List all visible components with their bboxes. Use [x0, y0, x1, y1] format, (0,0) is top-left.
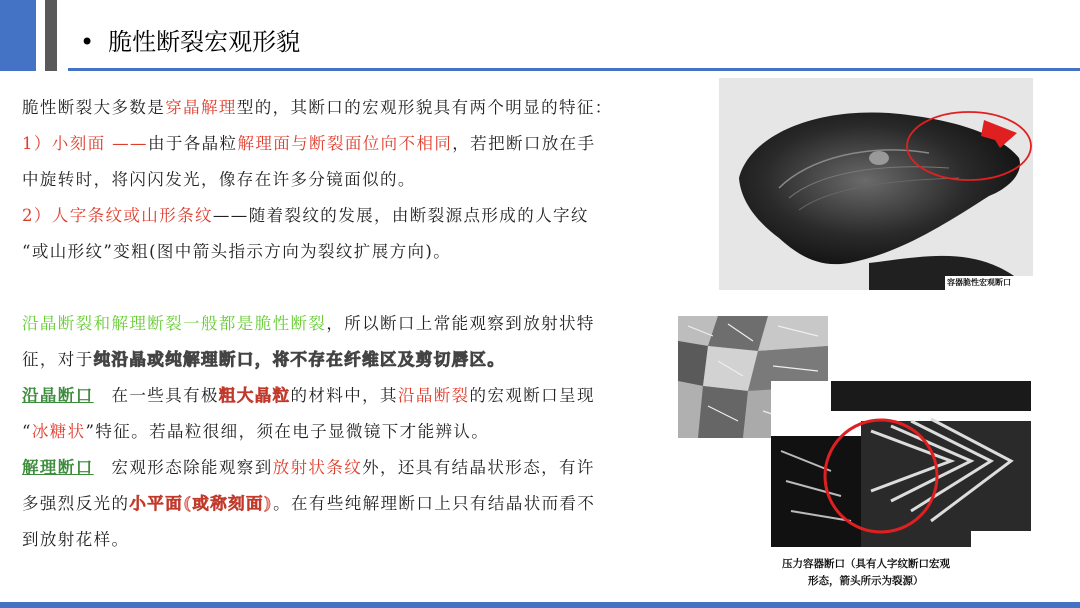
header-accent-blue-bar	[0, 0, 36, 71]
fig3-caption-line2: 形态，箭头所示为裂源）	[808, 575, 924, 587]
vessel-fracture-illustration	[719, 78, 1033, 290]
section2-line6: 多强烈反光的小平面(或称刻面)。在有些纯解理断口上只有结晶状而看不	[22, 494, 596, 513]
title-text: 脆性断裂宏观形貌	[108, 28, 301, 56]
section2-line5: 解理断口 宏观形态除能观察到放射状条纹外，还具有结晶状形态，有许	[22, 458, 595, 477]
section1-line4: 2）人字条纹或山形条纹——随着裂纹的发展，由断裂源点形成的人字纹	[22, 206, 589, 225]
section1-line1: 脆性断裂大多数是穿晶解理型的，其断口的宏观形貌具有两个明显的特征：	[22, 98, 613, 117]
cleavage-label: 解理断口	[22, 458, 94, 477]
chevron-texture	[771, 381, 1031, 547]
section1-line2: 1）小刻面 ——由于各晶粒解理面与断裂面位向不相同，若把断口放在手	[22, 134, 596, 153]
vessel-fracture-photo	[719, 78, 1033, 290]
slide-title	[80, 22, 300, 57]
section1-line3: 中旋转时，将闪闪发光，像存在许多分镜面似的。	[22, 170, 416, 189]
intergranular-label: 沿晶断口	[22, 386, 94, 405]
title-bullet: •	[80, 28, 95, 56]
pressure-vessel-fracture-photo	[771, 381, 1031, 547]
header-rule	[68, 68, 1080, 71]
section2-line7: 到放射花样。	[22, 530, 130, 549]
section2-line1: 沿晶断裂和解理断裂一般都是脆性断裂，所以断口上常能观察到放射状特	[22, 314, 595, 333]
footer-rule	[0, 602, 1080, 608]
header-accent-gray-bar	[45, 0, 57, 71]
section2-line2: 征，对于纯沿晶或纯解理断口，将不存在纤维区及剪切唇区。	[22, 350, 506, 369]
section1-line5: “或山形纹”变粗(图中箭头指示方向为裂纹扩展方向)。	[22, 242, 452, 261]
fig1-caption: 容器脆性宏观断口	[947, 278, 1011, 287]
section2-line4: “冰糖状”特征。若晶粒很细，须在电子显微镜下才能辨认。	[22, 422, 490, 441]
section2-line3: 沿晶断口 在一些具有极粗大晶粒的材料中，其沿晶断裂的宏观断口呈现	[22, 386, 595, 405]
fig3-caption-line1: 压力容器断口（具有人字纹断口宏观	[782, 558, 950, 570]
